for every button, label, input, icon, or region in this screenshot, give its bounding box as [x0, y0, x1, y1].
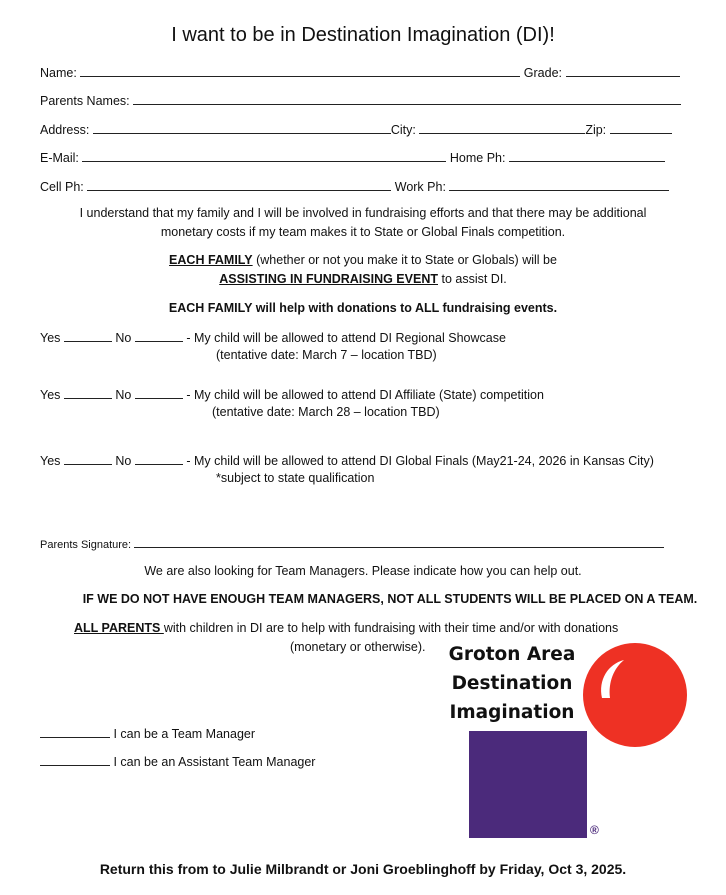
cell-row — [40, 178, 669, 194]
logo-line-1: Groton Area — [448, 644, 576, 665]
managers-intro: We are also looking for Team Managers. Please indicate how you can help out. — [144, 564, 582, 578]
form-title: I want to be in Destination Imagination (DI)! — [171, 24, 555, 46]
globals-no-field[interactable] — [135, 452, 183, 465]
option-text: - My child will be allowed to attend DI Regional Showcase — [186, 331, 506, 345]
city-label: City: — [390, 123, 416, 137]
red-circle — [583, 643, 687, 747]
logo-circle-icon — [582, 640, 692, 752]
yes-label: Yes — [40, 388, 61, 402]
parents-names-row — [40, 92, 681, 108]
zip-label: Zip: — [585, 123, 607, 137]
parents-names-field[interactable] — [133, 92, 681, 105]
signature-field[interactable] — [134, 537, 664, 548]
home-phone-field[interactable] — [509, 149, 665, 162]
assistant-manager-row — [40, 753, 315, 769]
grade-label: Grade: — [523, 66, 563, 80]
all-parents-line-2: (monetary or otherwise). — [290, 640, 426, 654]
address-field[interactable] — [93, 121, 391, 134]
logo-text — [440, 640, 584, 727]
name-label: Name: — [40, 66, 77, 80]
registered-mark: ® — [590, 823, 599, 837]
option-globals — [40, 452, 654, 468]
yes-label: Yes — [40, 454, 61, 468]
each-family-text-2: to assist DI. — [438, 272, 507, 286]
managers-warning: IF WE DO NOT HAVE ENOUGH TEAM MANAGERS, NOT ALL STUDENTS WILL BE PLACED ON A TEAM. — [82, 592, 698, 606]
cell-phone-field[interactable] — [87, 178, 391, 191]
statement-line-2: monetary costs if my team makes it to State or Global Finals competition. — [160, 225, 566, 239]
name-field[interactable] — [80, 64, 520, 77]
option-regional — [40, 329, 506, 345]
team-manager-label: I can be a Team Manager — [113, 727, 256, 741]
regional-yes-field[interactable] — [64, 329, 112, 342]
team-manager-row — [40, 725, 255, 741]
signature-row — [40, 537, 664, 551]
logo-square-icon — [469, 731, 587, 838]
globals-yes-field[interactable] — [64, 452, 112, 465]
grade-field[interactable] — [566, 64, 680, 77]
state-yes-field[interactable] — [64, 386, 112, 399]
no-label: No — [115, 331, 132, 345]
return-instructions: Return this from to Julie Milbrandt or Joni Groeblinghoff by Friday, Oct 3, 2025. — [99, 861, 627, 877]
name-row — [40, 64, 680, 80]
address-label: Address: — [40, 123, 90, 137]
donations-statement: EACH FAMILY will help with donations to ALL fundraising events. — [168, 301, 558, 315]
home-phone-label: Home Ph: — [449, 151, 506, 165]
all-parents-label: ALL PARENTS — [74, 621, 164, 635]
each-family-line-1 — [0, 253, 726, 267]
logo-line-3: Imagination — [449, 702, 575, 723]
zip-field[interactable] — [610, 121, 672, 134]
option-state-note: (tentative date: March 28 – location TBD) — [212, 405, 440, 419]
cell-phone-label: Cell Ph: — [40, 180, 84, 194]
all-parents-text: with children in DI are to help with fundraising with their time and/or with donations — [163, 621, 619, 635]
yes-label: Yes — [40, 331, 61, 345]
email-row — [40, 149, 665, 165]
team-manager-field[interactable] — [40, 725, 110, 738]
signature-label: Parents Signature: — [40, 539, 132, 551]
each-family-line-2 — [0, 272, 726, 286]
work-phone-label: Work Ph: — [394, 180, 446, 194]
regional-no-field[interactable] — [135, 329, 183, 342]
city-field[interactable] — [419, 121, 585, 134]
logo-line-2: Destination — [451, 673, 573, 694]
all-parents-line-1 — [74, 621, 618, 635]
each-family-text-1: (whether or not you make it to State or Globals) will be — [252, 253, 557, 267]
statement-line-1: I understand that my family and I will be involved in fundraising efforts and that there may be additional — [79, 206, 647, 220]
email-field[interactable] — [82, 149, 446, 162]
address-row — [40, 121, 672, 137]
no-label: No — [115, 454, 132, 468]
no-label: No — [115, 388, 132, 402]
option-regional-note: (tentative date: March 7 – location TBD) — [216, 348, 437, 362]
assistant-manager-field[interactable] — [40, 753, 110, 766]
state-no-field[interactable] — [135, 386, 183, 399]
option-state — [40, 386, 544, 402]
option-globals-note: *subject to state qualification — [216, 471, 375, 485]
option-text: - My child will be allowed to attend DI Global Finals (May21-24, 2026 in Kansas City) — [186, 454, 654, 468]
assisting-label: ASSISTING IN FUNDRAISING EVENT — [219, 272, 438, 286]
parents-names-label: Parents Names: — [40, 94, 130, 108]
work-phone-field[interactable] — [449, 178, 669, 191]
assistant-manager-label: I can be an Assistant Team Manager — [113, 755, 316, 769]
option-text: - My child will be allowed to attend DI Affiliate (State) competition — [186, 388, 544, 402]
email-label: E-Mail: — [40, 151, 79, 165]
each-family-label: EACH FAMILY — [169, 253, 253, 267]
